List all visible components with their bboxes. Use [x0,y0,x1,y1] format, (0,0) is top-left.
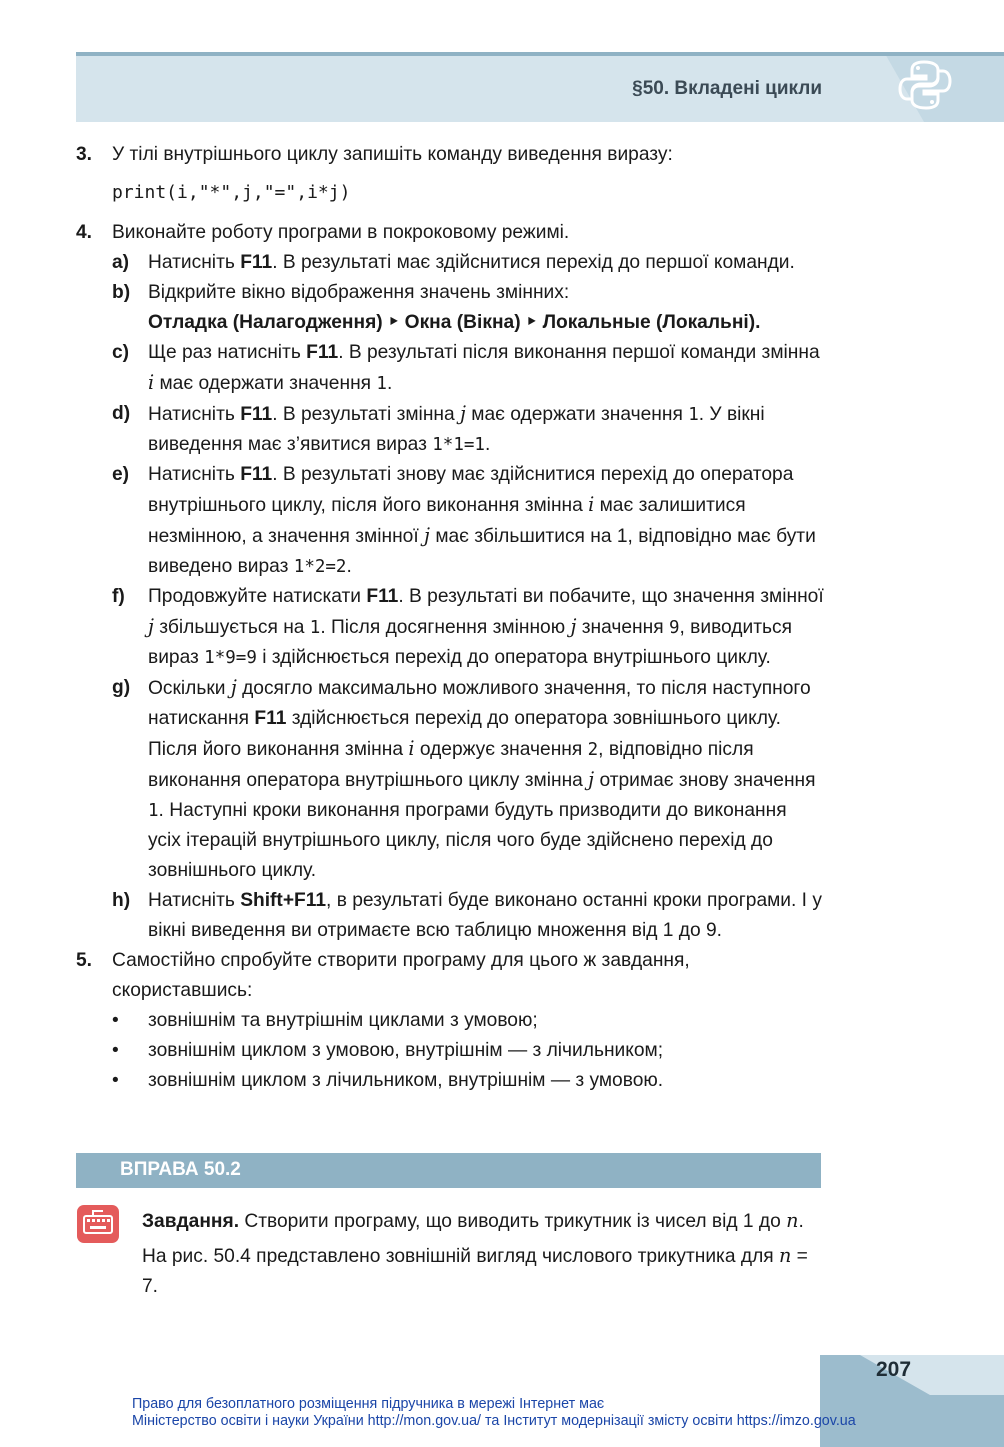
substep-e: e) Натисніть F11. В результаті знову має здійснитися перехід до оператора внутрішнього циклу, після його виконання змінна i має залишитися незмінною, а значення змінної j має збільшитися на 1, відповідно має бути виведено вираз 1*2=2. [76,460,824,582]
footer-line[interactable]: Міністерство освіти і науки України http://mon.gov.ua/ та Інститут модернізації змісту освіти https://imzo.gov.ua [132,1413,856,1429]
step-number: 4. [76,222,93,243]
substep-letter: e) [112,464,130,485]
code-snippet: print(i,"*",j,"=",i*j) [112,182,351,203]
task-label: Завдання. [142,1211,240,1232]
substep-letter: b) [112,282,131,303]
substep-letter: f) [112,586,125,607]
key-name: F11 [240,252,273,273]
footer-line: Право для безоплатного розміщення підручника в мережі Інтернет має [132,1396,605,1412]
substep-letter: h) [112,890,131,911]
task-paragraph: На рис. 50.4 представлено зовнішній вигляд числового трикутника для n = 7. [142,1244,808,1297]
exercise-heading [76,1153,821,1188]
python-logo-icon [898,58,952,112]
page-number: 207 [876,1358,912,1381]
substep-c: c) Ще раз натисніть F11. В результаті після виконання першої команди змінна i має одержати значення 1. [76,338,824,399]
substep-f: f) Продовжуйте натискати F11. В результаті ви побачите, що значення змінної j збільшується на 1. Після досягнення змінною j значення 9, виводиться вираз 1*9=9 і здійснюється перехід до оператора внутрішнього циклу. [76,582,824,673]
substep-h: h) Натисніть Shift+F11, в результаті буде виконано останні кроки програми. І у вікні виведення ви отримаєте всю таблицю множення від 1 до 9. [76,886,824,946]
substep-g: g) Оскільки j досягло максимально можливого значення, то після наступного натискання F11 здійснюється перехід до оператора зовнішнього циклу. Після його виконання змінна i одержує значення 2, відповідно після виконання оператора внутрішнього циклу змінна j отримає знову значення 1. Наступні кроки виконання програми будуть призводити до виконання усіх ітерацій внутрішнього циклу, після чого буде здійснено перехід до зовнішнього циклу. [76,673,824,886]
list-item: • зовнішнім циклом з лічильником, внутрішнім — з умовою. [112,1070,664,1091]
substep-letter: g) [112,677,131,698]
step-5 [76,946,824,1006]
main-content [76,140,824,1096]
task-paragraph: Завдання. Створити програму, що виводить трикутник із чисел від 1 до n. [142,1209,804,1232]
substep-d: d) Натисніть F11. В результаті змінна j має одержати значення 1. У вікні виведення має з’явитися вираз 1*1=1. [76,399,824,460]
substep-b: b) Відкрийте вікно відображення значень змінних: Отладка (Налагодження) ‣ Окна (Вікна) ‣ Локальные (Локальні). [76,278,824,338]
section-title: §50. Вкладені цикли [632,78,822,99]
exercise-title: ВПРАВА 50.2 [120,1159,241,1180]
substep-letter: c) [112,342,130,363]
step-text: У тілі внутрішнього циклу запишіть команду виведення виразу: [112,144,673,165]
substep-a: a) Натисніть F11. В результаті має здійснитися перехід до першої команди. [76,248,824,278]
menu-path: Отладка (Налагодження) ‣ Окна (Вікна) ‣ Локальные (Локальні). [148,312,761,333]
list-item: • зовнішнім та внутрішнім циклами з умовою; [112,1010,538,1031]
list-item: • зовнішнім циклом з умовою, внутрішнім — з лічильником; [112,1040,664,1061]
substep-letter: d) [112,403,131,424]
header-band [76,52,1004,122]
task-block [76,1206,822,1302]
substep-letter: a) [112,252,130,273]
step-text: Самостійно спробуйте створити програму для цього ж завдання, скориставшись: [112,950,690,1001]
step-text: Виконайте роботу програми в покроковому режимі. [112,222,570,243]
step-3 [76,140,824,170]
step-number: 3. [76,144,93,165]
footer-note [132,1396,856,1430]
step-4 [76,218,824,248]
step-number: 5. [76,950,93,971]
